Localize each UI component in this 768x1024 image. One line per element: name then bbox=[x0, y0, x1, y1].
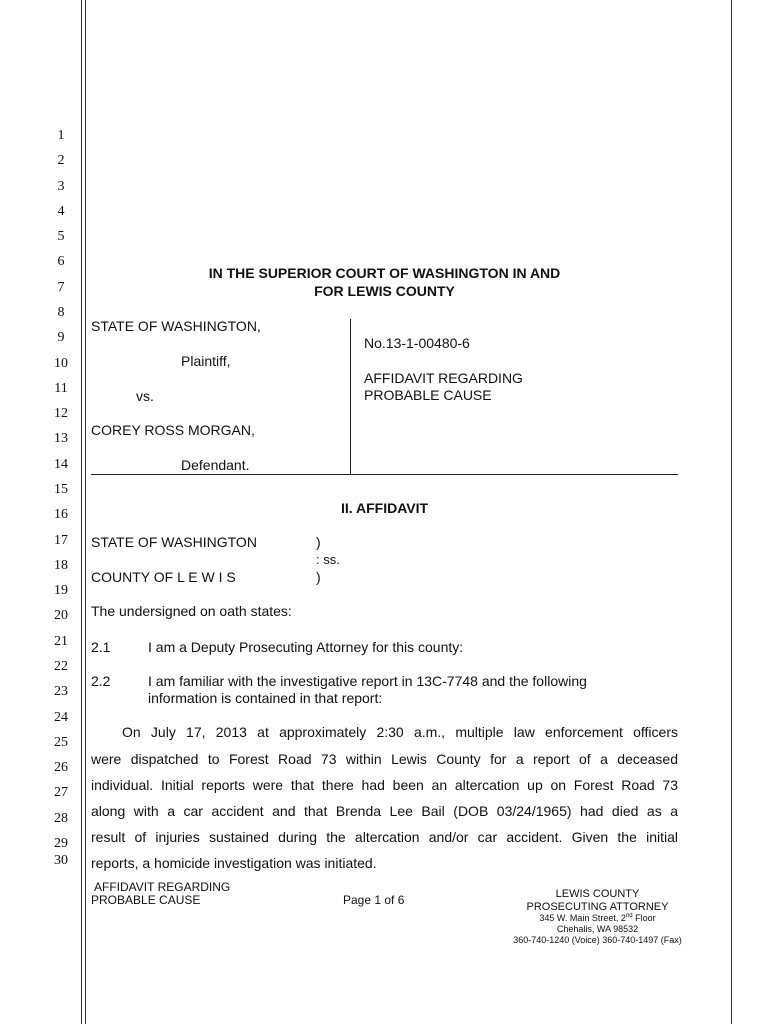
item-number-2-2: 2.2 bbox=[91, 673, 111, 689]
item-text-2-2-line-2: information is contained in that report: bbox=[148, 690, 383, 706]
line-number: 20 bbox=[54, 608, 68, 624]
plaintiff-role: Plaintiff, bbox=[181, 353, 231, 369]
paragraph-line-2: were dispatched to Forest Road 73 within Lewis County for a report of a deceased bbox=[91, 751, 678, 767]
footer-page-number: Page 1 of 6 bbox=[343, 893, 405, 907]
line-number: 7 bbox=[57, 279, 65, 295]
paragraph-line-6: reports, a homicide investigation was initiated. bbox=[91, 855, 377, 871]
footer-address-street: 345 W. Main Street, 2 bbox=[539, 913, 626, 923]
venue-ss: : ss. bbox=[316, 552, 340, 567]
venue-county: COUNTY OF L E W I S bbox=[91, 569, 236, 585]
defendant-name: COREY ROSS MORGAN, bbox=[91, 422, 255, 438]
line-number: 22 bbox=[54, 659, 68, 674]
line-number: 18 bbox=[54, 557, 68, 573]
line-number: 8 bbox=[57, 305, 65, 320]
line-number: 2 bbox=[57, 153, 65, 169]
defendant-role: Defendant. bbox=[181, 457, 250, 473]
line-number: 13 bbox=[54, 431, 68, 447]
court-heading-line-2: FOR LEWIS COUNTY bbox=[314, 283, 455, 299]
left-margin-rule-inner bbox=[85, 0, 86, 1024]
line-number: 23 bbox=[54, 684, 68, 700]
paragraph-line-5: result of injuries sustained during the altercation and/or car accident. Given the initial bbox=[91, 829, 678, 845]
oath-intro: The undersigned on oath states: bbox=[91, 603, 292, 619]
footer-office-line-1: LEWIS COUNTY bbox=[555, 888, 640, 900]
line-number: 16 bbox=[54, 507, 68, 523]
caption-divider-horizontal bbox=[91, 474, 678, 475]
plaintiff-name: STATE OF WASHINGTON, bbox=[91, 318, 261, 334]
line-number: 28 bbox=[54, 810, 68, 826]
footer-city: Chehalis, WA 98532 bbox=[556, 924, 639, 934]
item-text-2-2-line-1: I am familiar with the investigative report in 13C-7748 and the following bbox=[148, 673, 587, 689]
right-margin-rule bbox=[731, 0, 732, 1024]
venue-state: STATE OF WASHINGTON bbox=[91, 534, 257, 550]
line-number: 4 bbox=[57, 203, 65, 219]
caption-doc-title-line-1: AFFIDAVIT REGARDING bbox=[364, 370, 523, 386]
line-number: 29 bbox=[54, 836, 68, 851]
court-heading-line-1: IN THE SUPERIOR COURT OF WASHINGTON IN AND bbox=[208, 265, 561, 281]
footer-address-floor: Floor bbox=[632, 913, 656, 923]
line-number: 26 bbox=[54, 760, 68, 776]
line-number: 25 bbox=[54, 734, 68, 750]
line-number: 15 bbox=[54, 482, 68, 497]
section-heading: II. AFFIDAVIT bbox=[340, 500, 429, 516]
left-margin-rule-outer bbox=[81, 0, 82, 1024]
item-text-2-1: I am a Deputy Prosecuting Attorney for this county: bbox=[148, 639, 464, 655]
footer-office-line-2: PROSECUTING ATTORNEY bbox=[526, 901, 669, 913]
line-number: 21 bbox=[54, 633, 68, 649]
line-number: 24 bbox=[54, 709, 68, 725]
venue-paren-2: ) bbox=[316, 569, 321, 585]
paragraph-line-1: On July 17, 2013 at approximately 2:30 a.m., multiple law enforcement officers bbox=[122, 724, 678, 740]
line-number: 11 bbox=[54, 380, 68, 396]
caption-divider-vertical bbox=[350, 319, 351, 474]
item-number-2-1: 2.1 bbox=[91, 639, 111, 655]
footer-doc-title-line-2: PROBABLE CAUSE bbox=[91, 893, 201, 907]
footer-phones: 360-740-1240 (Voice) 360-740-1497 (Fax) bbox=[513, 935, 682, 945]
line-number: 17 bbox=[54, 532, 68, 548]
line-number: 6 bbox=[57, 254, 65, 270]
line-number: 10 bbox=[54, 355, 68, 371]
line-number: 30 bbox=[54, 853, 68, 868]
line-number: 5 bbox=[57, 229, 65, 245]
paragraph-line-3: individual. Initial reports were that there had been an altercation up on Forest Road 73 bbox=[91, 777, 678, 793]
line-number: 3 bbox=[57, 178, 65, 194]
venue-paren-1: ) bbox=[316, 534, 321, 550]
line-number: 27 bbox=[54, 785, 68, 801]
caption-doc-title-line-2: PROBABLE CAUSE bbox=[364, 387, 492, 403]
line-number: 19 bbox=[54, 583, 68, 599]
paragraph-line-4: along with a car accident and that Brenda Lee Bail (DOB 03/24/1965) had died as a bbox=[91, 803, 678, 819]
line-number: 9 bbox=[57, 330, 65, 346]
footer-doc-title-line-1: AFFIDAVIT REGARDING bbox=[94, 880, 231, 894]
versus-label: vs. bbox=[136, 388, 154, 404]
line-number: 12 bbox=[54, 406, 68, 422]
footer-address bbox=[510, 913, 685, 923]
line-number: 14 bbox=[54, 456, 68, 472]
line-number: 1 bbox=[57, 128, 65, 143]
case-number: No.13-1-00480-6 bbox=[364, 335, 470, 351]
footer-address-ordinal: nd bbox=[625, 913, 633, 919]
